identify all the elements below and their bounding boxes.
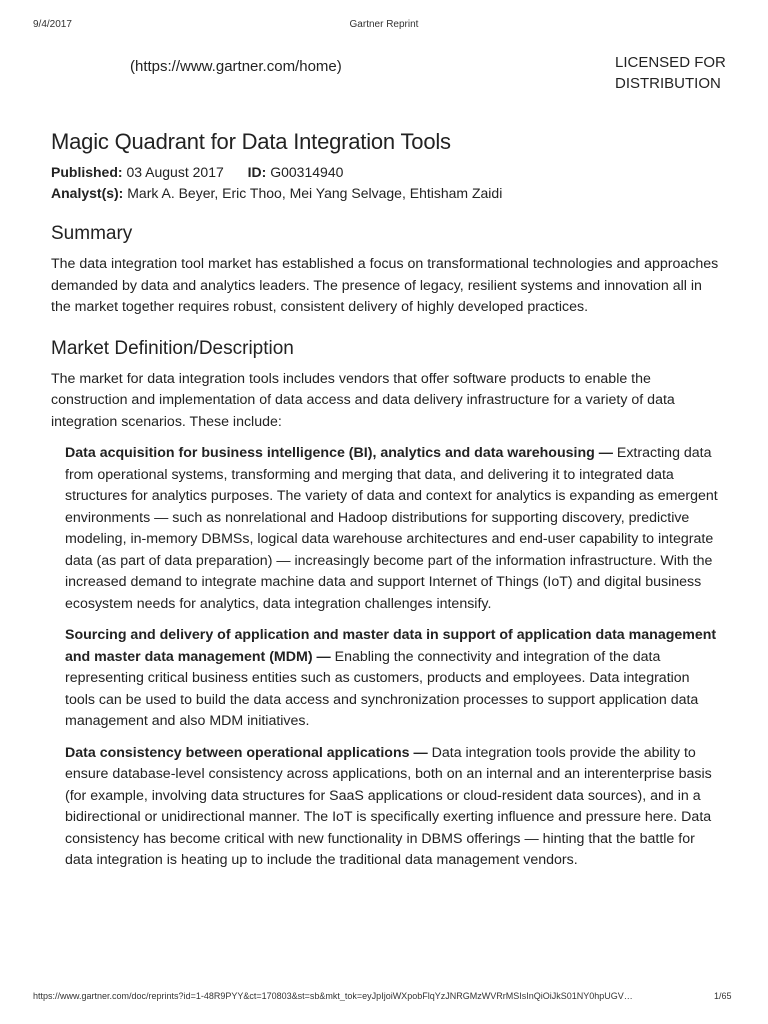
scenario-lead: Data acquisition for business intelligence (BI), analytics and data warehousing — — [65, 445, 613, 461]
summary-heading: Summary — [51, 223, 133, 244]
article-meta — [51, 162, 721, 204]
id-value: G00314940 — [270, 164, 344, 180]
scenario-text: Enabling the connectivity and integration of the data representing critical business entities such as customers, products and employees. Data integration tools can be used to build the data access and synchronization processes to support application data management and also MDM initiatives. — [65, 648, 699, 729]
scenario-item — [65, 743, 721, 872]
scenario-item — [65, 625, 721, 733]
scenario-list — [65, 443, 721, 872]
scenario-text: Data integration tools provide the ability to ensure database-level consistency across applications, both on an internal and an interenterprise basis (for example, involving data structures for SaaS applications or cloud-resident data sources), and in a bidirectional or unidirectional manner. The IoT is specifically exerting influence and pressure here. Data consistency has become critical with new functionality in DBMS offerings — hinting that the battle for data integration is heating up to include the traditional data management vendors. — [65, 744, 712, 868]
print-title: Gartner Reprint — [349, 19, 419, 30]
document-id — [248, 164, 344, 180]
print-date: 9/4/2017 — [33, 19, 72, 30]
publication-line — [51, 162, 721, 183]
analysts-label: Analyst(s): — [51, 185, 124, 201]
home-link[interactable]: (https://www.gartner.com/home) — [130, 58, 342, 75]
analysts-value: Mark A. Beyer, Eric Thoo, Mei Yang Selvage, Ehtisham Zaidi — [127, 185, 503, 201]
published-label: Published: — [51, 164, 123, 180]
id-label: ID: — [247, 164, 267, 180]
license-line-1: LICENSED FOR — [615, 54, 726, 71]
published-date: 03 August 2017 — [126, 164, 224, 180]
scenario-lead: Data consistency between operational applications — — [65, 744, 428, 761]
summary-text: The data integration tool market has established a focus on transformational technologies and approaches demanded by data and analytics leaders. The presence of legacy, resilient systems and innovation all in the market together requires robust, consistent delivery of highly developed practices. — [51, 256, 719, 315]
scenario-lead: Sourcing and delivery of application and master data in support of application data management and master data management (MDM) — — [65, 627, 717, 665]
analysts-line — [51, 183, 721, 204]
scenario-item — [65, 443, 721, 615]
page-title: Magic Quadrant for Data Integration Tools — [51, 129, 451, 154]
market-definition-heading: Market Definition/Description — [51, 337, 294, 359]
article — [51, 126, 721, 882]
page-number: 1/65 — [714, 991, 732, 1001]
scenario-text: Extracting data from operational systems, transforming and merging that data, and delivering it to integrated data structures for analytics purposes. The variety of data and context for analytics is expanding as emergent environments — such as nonrelational and Hadoop distributions for supporting discovery, predictive modeling, in-memory DBMSs, logical data warehouse architectures and end-user capability to integrate data (as part of data preparation) — increasingly become part of the information infrastructure. With the increased demand to integrate machine data and support Internet of Things (IoT) and digital business ecosystem needs for analytics, data integration challenges intensify. — [65, 445, 718, 612]
license-line-2: DISTRIBUTION — [615, 75, 721, 92]
license-notice — [615, 52, 745, 94]
print-url: https://www.gartner.com/doc/reprints?id=1-48R9PYY&ct=170803&st=sb&mkt_tok=eyJpIjoiWXpobFlqYzJNRGMzWVRrMSIsInQiOiJkS01NY0hpUGV… — [33, 991, 633, 1001]
market-intro-text: The market for data integration tools includes vendors that offer software products to enable the construction and implementation of data access and data delivery infrastructure for a variety of data integration scenarios. These include: — [51, 370, 675, 430]
